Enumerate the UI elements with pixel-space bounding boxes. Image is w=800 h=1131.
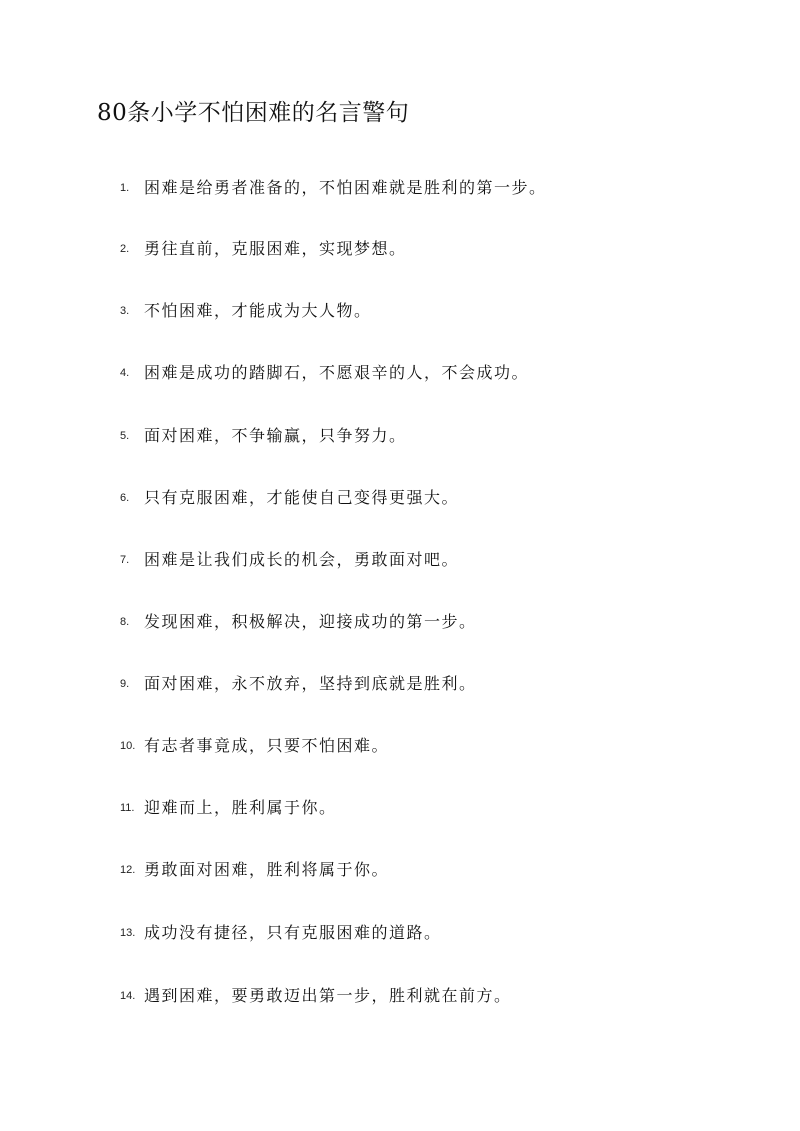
list-item-text: 困难是成功的踏脚石，不愿艰辛的人，不会成功。	[144, 362, 530, 382]
list-item-number: 14.	[120, 989, 136, 1002]
list-item-number: 8.	[120, 615, 130, 628]
list-item-text: 勇敢面对困难，胜利将属于你。	[144, 859, 390, 879]
list-item-text: 只有克服困难，才能使自己变得更强大。	[144, 487, 460, 507]
list-item	[120, 356, 529, 386]
list-item-text: 遇到困难，要勇敢迈出第一步，胜利就在前方。	[144, 985, 512, 1005]
list-item-text: 迎难而上，胜利属于你。	[144, 797, 337, 817]
list-item	[120, 543, 459, 573]
list-item-number: 4.	[120, 366, 130, 379]
list-item	[120, 916, 442, 946]
list-item-number: 2.	[120, 242, 130, 255]
list-item-number: 13.	[120, 926, 136, 939]
list-item-number: 11.	[120, 801, 135, 814]
list-item-text: 有志者事竟成，只要不怕困难。	[144, 735, 390, 755]
list-item-text: 不怕困难，才能成为大人物。	[144, 300, 372, 320]
list-item-text: 困难是让我们成长的机会，勇敢面对吧。	[144, 549, 460, 569]
list-item-text: 成功没有捷径，只有克服困难的道路。	[144, 922, 442, 942]
list-item-text: 发现困难，积极解决，迎接成功的第一步。	[144, 611, 477, 631]
list-item	[120, 419, 407, 449]
list-item-number: 6.	[120, 491, 130, 504]
list-item	[120, 667, 477, 697]
list-item	[120, 171, 547, 201]
list-item-text: 面对困难，永不放弃，坚持到底就是胜利。	[144, 673, 477, 693]
list-item-number: 10.	[120, 739, 136, 752]
list-item	[120, 481, 459, 511]
list-item	[120, 979, 512, 1009]
list-item	[120, 853, 389, 883]
page-title: 80条小学不怕困难的名言警句	[97, 100, 410, 126]
list-item	[120, 294, 372, 324]
list-item-text: 勇往直前，克服困难，实现梦想。	[144, 238, 407, 258]
list-item-number: 1.	[120, 181, 130, 194]
list-item-number: 3.	[120, 304, 130, 317]
list-item-number: 9.	[120, 677, 130, 690]
list-item-number: 7.	[120, 553, 130, 566]
list-item-number: 5.	[120, 429, 130, 442]
list-item	[120, 791, 337, 821]
list-item-text: 困难是给勇者准备的，不怕困难就是胜利的第一步。	[144, 177, 547, 197]
list-item	[120, 232, 407, 262]
list-item	[120, 605, 477, 635]
list-item-number: 12.	[120, 863, 136, 876]
list-item-text: 面对困难，不争输赢，只争努力。	[144, 425, 407, 445]
list-item	[120, 729, 389, 759]
